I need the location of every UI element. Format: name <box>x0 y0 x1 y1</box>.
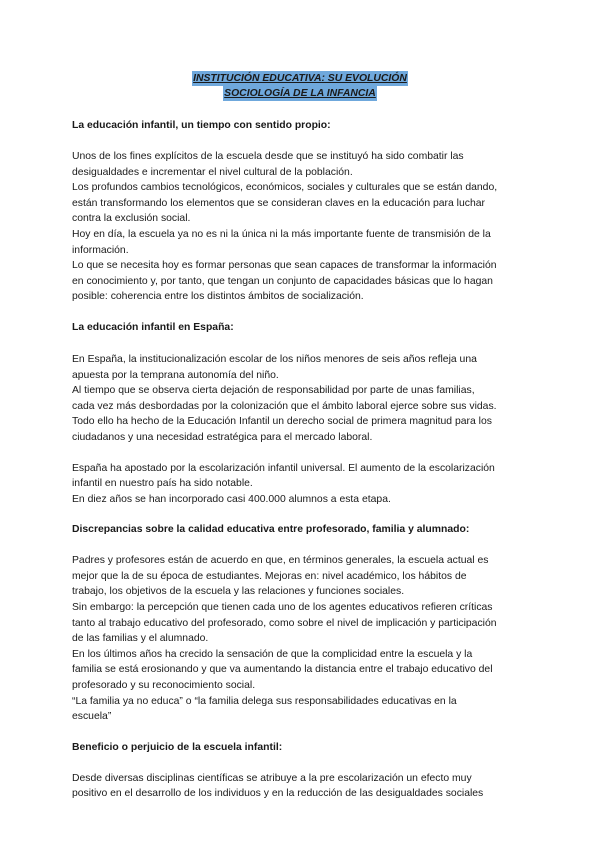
paragraph <box>72 553 532 725</box>
text-line: desigualdades e incrementar el nivel cultural de la población. <box>72 166 353 178</box>
paragraph <box>72 771 532 802</box>
text-line: Todo ello ha hecho de la Educación Infantil un derecho social de primera magnitud para los <box>72 416 492 428</box>
text-line: familia se está erosionando y que va aumentando la distancia entre el trabajo educativo del <box>72 664 493 676</box>
document-body <box>72 119 532 802</box>
text-line: Sin embargo: la percepción que tienen cada uno de los agentes educativos refieren críticas <box>72 602 493 614</box>
text-line: En diez años se han incorporado casi 400.000 alumnos a esta etapa. <box>72 493 391 505</box>
text-line: Padres y profesores están de acuerdo en que, en términos generales, la escuela actual es <box>72 555 489 567</box>
title-line-2: SOCIOLOGÍA DE LA INFANCIA <box>224 88 376 99</box>
section-discrepancias <box>72 523 532 725</box>
text-line: Hoy en día, la escuela ya no es ni la única ni la más importante fuente de transmisión de la <box>72 228 491 240</box>
text-line: información. <box>72 244 129 256</box>
text-line: profesorado y su reconocimiento social. <box>72 680 256 692</box>
text-line: cada vez más desbordadas por la colonización que el ámbito laboral ejerce sobre sus vidas. <box>72 400 497 412</box>
text-line: en conocimiento y, por tanto, que tengan un conjunto de capacidades básicas que lo hagan <box>72 275 493 287</box>
text-line: están transformando los elementos que se consideran claves en la educación para luchar <box>72 197 485 209</box>
section-educacion-infantil-espana <box>72 321 532 507</box>
text-line: España ha apostado por la escolarización infantil universal. El aumento de la escolarización <box>72 462 495 474</box>
text-line: escuela” <box>72 711 112 723</box>
text-line: Al tiempo que se observa cierta dejación de responsabilidad por parte de unas familias, <box>72 385 475 397</box>
text-line: Los profundos cambios tecnológicos, económicos, sociales y culturales que se están dando, <box>72 182 498 194</box>
text-line: infantil en nuestro país ha sido notable. <box>72 478 253 490</box>
text-line: ciudadanos y una necesidad estratégica para el mercado laboral. <box>72 431 373 443</box>
section-heading: Discrepancias sobre la calidad educativa entre profesorado, familia y alumnado: <box>72 524 470 536</box>
text-line: posible: coherencia entre los distintos ámbitos de socialización. <box>72 291 364 303</box>
paragraph <box>72 461 532 508</box>
paragraph <box>72 149 532 305</box>
paragraph <box>72 352 532 446</box>
title-line-1: INSTITUCIÓN EDUCATIVA: SU EVOLUCIÓN <box>193 73 407 84</box>
text-line: En España, la institucionalización escolar de los niños menores de seis años refleja una <box>72 353 477 365</box>
text-line: de las familias y el alumnado. <box>72 633 209 645</box>
text-line: apuesta por la temprana autonomía del niño. <box>72 369 279 381</box>
text-line: contra la exclusión social. <box>72 213 191 225</box>
section-educacion-infantil-tiempo <box>72 119 532 305</box>
text-line: positivo en el desarrollo de los individuos y en la reducción de las desigualdades sociales <box>72 788 484 800</box>
section-heading: Beneficio o perjuicio de la escuela infantil: <box>72 741 283 753</box>
section-heading: La educación infantil, un tiempo con sentido propio: <box>72 120 331 131</box>
text-line: Unos de los fines explícitos de la escuela desde que se instituyó ha sido combatir las <box>72 151 464 162</box>
section-beneficio-perjuicio <box>72 741 532 802</box>
text-line: Desde diversas disciplinas científicas se atribuye a la pre escolarización un efecto muy <box>72 772 472 784</box>
text-line: mejor que la de su época de estudiantes. Mejoras en: nivel académico, los hábitos de <box>72 570 467 582</box>
text-line: Lo que se necesita hoy es formar personas que sean capaces de transformar la información <box>72 260 497 272</box>
text-line: trabajo, los objetivos de la escuela y las relaciones y funciones sociales. <box>72 586 405 598</box>
text-line: En los últimos años ha crecido la sensación de que la complicidad entre la escuela y la <box>72 648 473 660</box>
text-line: tanto al trabajo educativo del profesorado, como sobre el nivel de implicación y participación <box>72 617 497 629</box>
text-line: “La familia ya no educa” o “la familia delega sus responsabilidades educativas en la <box>72 695 457 707</box>
section-heading: La educación infantil en España: <box>72 321 234 333</box>
document-title <box>0 71 600 101</box>
